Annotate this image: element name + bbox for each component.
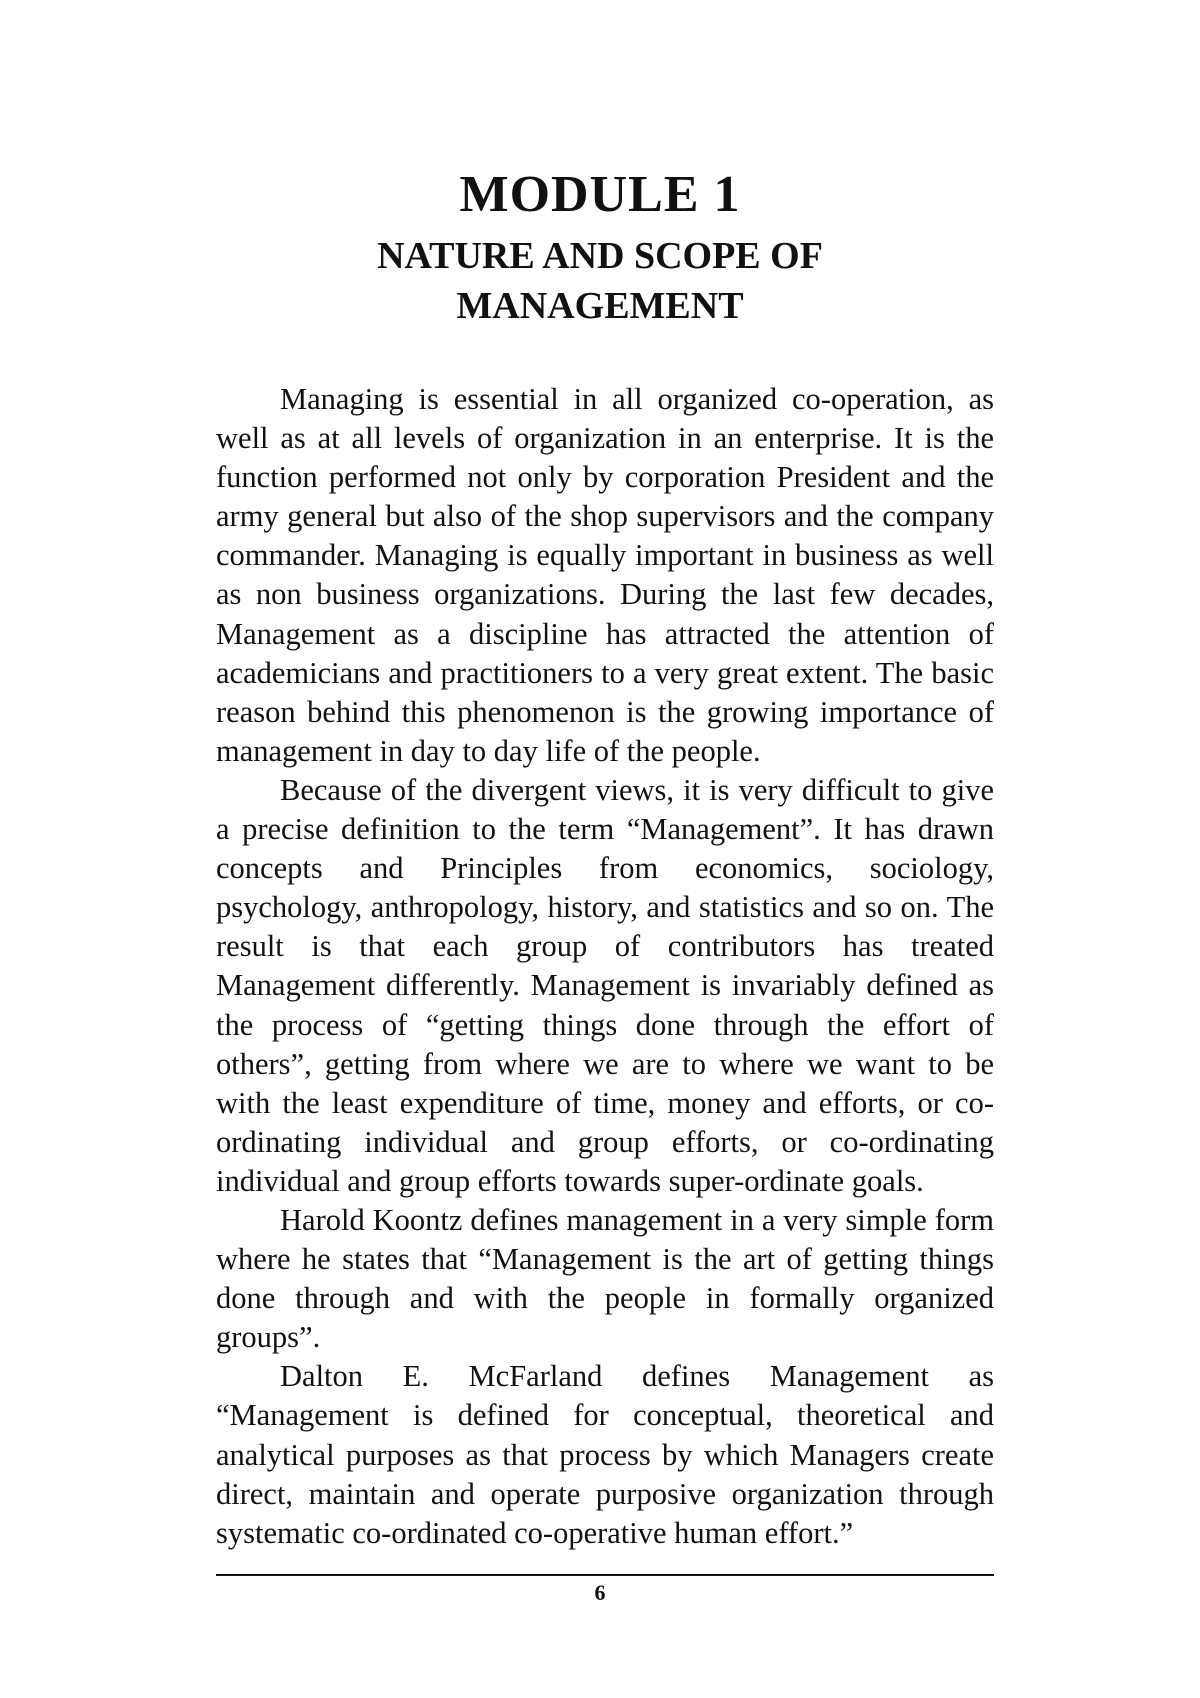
paragraph: Managing is essential in all organized co-operation, as well as at all levels of organization in an enterprise. It is the function performed not only by corporation President and the army general but also of the shop supervisors and the company commander. Managing is equally important in business as well as non business organizations. During the last few decades, Management as a discipline has attracted the attention of academicians and practitioners to a very great extent. The basic reason behind this phenomenon is the growing importance of management in day to day life of the people. <box>216 382 994 768</box>
paragraph: Harold Koontz defines management in a very simple form where he states that “Management is the art of getting things done through and with the people in formally organized groups”. <box>216 1202 994 1355</box>
paragraph: Because of the divergent views, it is very difficult to give a precise definition to the term “Management”. It has drawn concepts and Principles from economics, sociology, psychology, anthropology, history, and statistics and so on. The result is that each group of contributors has treated Management differently. Management is invariably defined as the process of “getting things done through the effort of others”, getting from where we are to where we want to be with the least expenditure of time, money and efforts, or co-ordinating individual and group efforts, or co-ordinating individual and group efforts towards super-ordinate goals. <box>216 772 994 1198</box>
chapter-title-line-2: MANAGEMENT <box>456 285 744 327</box>
page-number: 6 <box>594 1580 606 1605</box>
page-header <box>0 160 1200 330</box>
chapter-title-line-1: NATURE AND SCOPE OF <box>377 235 823 277</box>
body-text <box>216 380 994 1553</box>
paragraph: Dalton E. McFarland defines Management as “Management is defined for conceptual, theoretical and analytical purposes as that process by which Managers create direct, maintain and operate purposive organization through systematic co-ordinated co-operative human effort.” <box>216 1359 994 1550</box>
module-title: MODULE 1 <box>459 166 741 223</box>
footer-divider <box>216 1574 994 1576</box>
